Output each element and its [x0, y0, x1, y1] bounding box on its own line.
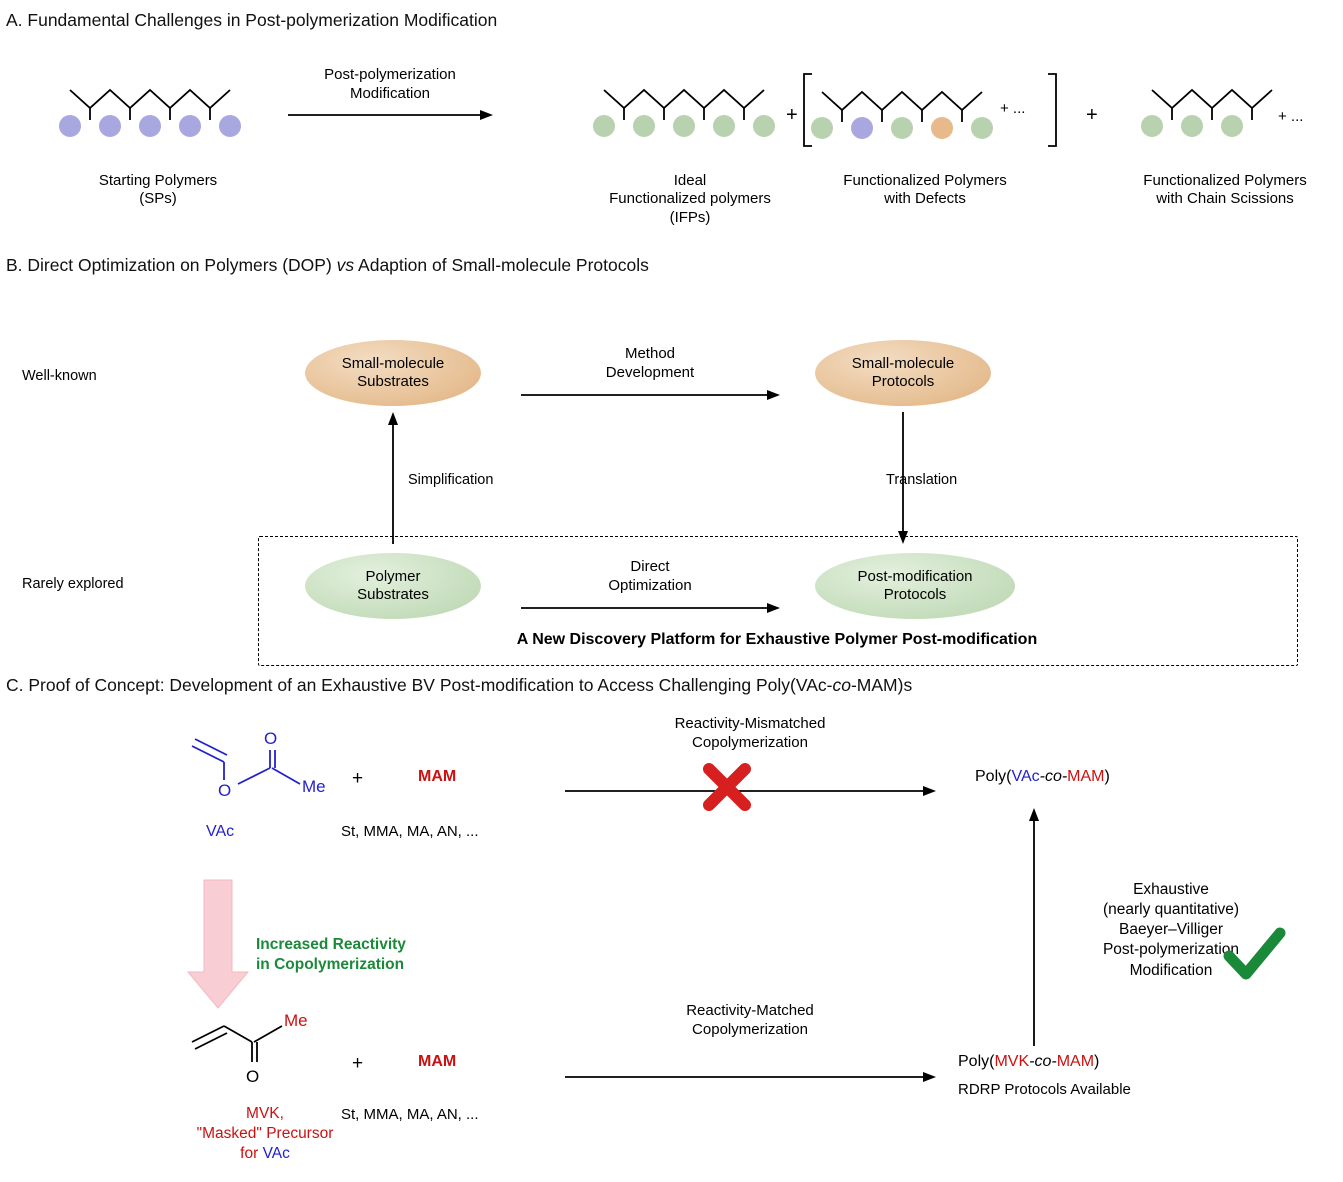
monomers-list-top: St, MMA, MA, AN, ... [341, 823, 479, 840]
arrow-direct-optimization-line1: Direct [630, 558, 670, 575]
product-bottom-pre: Poly( [958, 1053, 995, 1070]
monomers-list-bottom: St, MMA, MA, AN, ... [341, 1106, 479, 1123]
panel-a-item-1-line3: (IFPs) [669, 208, 711, 226]
mam-label-bottom: MAM [418, 1053, 457, 1070]
arrow-mismatched-line1: Reactivity-Mismatched [674, 715, 826, 732]
arrow-direct-optimization-line2: Optimization [608, 576, 692, 594]
node-ps-line2: Substrates [357, 586, 429, 603]
panel-a-ppm-arrow [288, 108, 494, 122]
product-bottom-co: -co- [1029, 1053, 1057, 1070]
panel-a-ppm-arrow-label [288, 66, 492, 104]
vac-label: VAc [206, 823, 235, 840]
panel-c-title-post: -MAM)s [850, 675, 913, 695]
node-small-molecule-protocols-text [815, 355, 991, 391]
panel-b-title [6, 255, 649, 276]
panel-b-row-label-bottom: Rarely explored [22, 576, 124, 592]
panel-b-row-label-top: Well-known [22, 368, 97, 384]
mvk-label-line3-vac: VAc [262, 1144, 290, 1162]
arrow-direct-optimization-label [540, 558, 760, 596]
node-sms-line2: Substrates [357, 373, 429, 390]
node-ps-line1: Polymer [365, 568, 421, 585]
svg-text:O: O [264, 729, 278, 748]
panel-c-title [6, 675, 912, 696]
panel-a-ellipsis-2: + ... [1278, 108, 1304, 125]
panel-a-ppm-arrow-label-line1: Post-polymerization [324, 66, 456, 83]
arrow-increased-reactivity [186, 880, 250, 1010]
product-top-mam: MAM [1067, 768, 1105, 785]
svg-text:O: O [218, 781, 232, 800]
panel-a-starting-polymer-structure [66, 78, 244, 140]
product-bottom-mam: MAM [1056, 1053, 1095, 1070]
mvk-label-line3-pre: for [240, 1144, 263, 1162]
panel-a-ellipsis-1: + ... [1000, 100, 1026, 117]
node-polymer-substrates[interactable] [305, 553, 481, 619]
panel-a-item-2-line2: with Defects [884, 190, 966, 208]
bv-label-line-4: Modification [1129, 961, 1213, 979]
panel-a-item-1-line2: Functionalized polymers [609, 190, 771, 208]
node-post-modification-protocols-text [815, 568, 1015, 604]
product-poly-vac-co-mam [975, 768, 1110, 786]
rdrp-protocols-note: RDRP Protocols Available [958, 1081, 1131, 1098]
arrow-method-development [521, 388, 781, 402]
product-top-pre: Poly( [975, 768, 1012, 785]
node-pmp-line1: Post-modification [857, 568, 973, 585]
arrow-matched-line1: Reactivity-Matched [686, 1002, 814, 1019]
panel-c-title-pre: C. Proof of Concept: Development of an Exhaustive BV Post-modification to Access Challenging Poly(VAc- [6, 675, 833, 695]
panel-a-plus-2: + [1086, 104, 1098, 126]
panel-a-scission-polymer-structure [1148, 78, 1288, 140]
node-small-molecule-substrates-text [305, 355, 481, 391]
mvk-structure [186, 1012, 316, 1092]
arrow-baeyer-villiger [1027, 808, 1041, 1046]
product-top-post: ) [1104, 768, 1110, 785]
bv-label-line-2: Baeyer–Villiger [1119, 921, 1223, 939]
panel-a-item-0-label [60, 172, 256, 209]
panel-c-plus-bottom: + [352, 1053, 364, 1074]
panel-a-item-3-line2: with Chain Scissions [1156, 190, 1294, 208]
panel-a-item-1-label [590, 172, 790, 227]
panel-a-plus-1: + [786, 104, 798, 126]
product-top-co: -co- [1039, 768, 1068, 785]
node-polymer-substrates-text [305, 568, 481, 604]
arrow-increased-reactivity-line2: in Copolymerization [256, 956, 405, 974]
panel-a-item-3-line1: Functionalized Polymers [1143, 172, 1307, 189]
discovery-platform-caption: A New Discovery Platform for Exhaustive Polymer Post-modification [516, 631, 1038, 648]
green-check-icon [1224, 928, 1286, 982]
product-top-vac: VAc [1011, 768, 1040, 785]
arrow-method-development-line1: Method [624, 345, 676, 362]
panel-a-title: A. Fundamental Challenges in Post-polymerization Modification [6, 10, 498, 30]
arrow-matched-copolymerization-label [600, 1002, 900, 1040]
product-bottom-mvk: MVK [994, 1053, 1030, 1070]
panel-a-item-2-label [790, 172, 1060, 209]
arrow-simplification-label: Simplification [408, 472, 494, 488]
svg-text:Me: Me [302, 777, 326, 796]
panel-a-item-0-line2: (SPs) [139, 190, 177, 208]
svg-text:Me: Me [284, 1011, 308, 1030]
vac-structure [186, 728, 336, 810]
panel-c-title-co: co [832, 675, 851, 695]
product-poly-mvk-co-mam [958, 1053, 1099, 1071]
red-cross-icon [700, 760, 754, 814]
node-sms-line1: Small-molecule [341, 355, 445, 372]
arrow-direct-optimization [521, 601, 781, 615]
mvk-label-line2: "Masked" Precursor [196, 1124, 334, 1142]
arrow-mismatched-copolymerization-label [600, 715, 900, 753]
mam-label-top: MAM [418, 768, 457, 785]
bv-label-line-0: Exhaustive [1133, 881, 1209, 898]
mvk-label-line1: MVK, [246, 1105, 284, 1122]
panel-c-plus-top: + [352, 768, 364, 789]
panel-b-title-part1: B. Direct Optimization on Polymers (DOP) [6, 255, 337, 275]
arrow-increased-reactivity-line1: Increased Reactivity [256, 936, 406, 953]
panel-a-item-1-line1: Ideal [673, 172, 707, 189]
panel-a-defect-polymer-structure [800, 70, 1100, 150]
arrow-translation-label: Translation [886, 472, 958, 488]
node-smp-line1: Small-molecule [851, 355, 955, 372]
panel-a-ideal-polymer-structure [600, 78, 778, 140]
panel-a-item-3-label [1110, 172, 1340, 209]
arrow-matched-copolymerization [565, 1070, 937, 1084]
panel-a-ppm-arrow-label-line2: Modification [349, 84, 431, 102]
product-bottom-post: ) [1094, 1053, 1100, 1070]
bv-label-line-1: (nearly quantitative) [1102, 901, 1240, 919]
node-small-molecule-substrates[interactable] [305, 340, 481, 406]
panel-a-item-2-line1: Functionalized Polymers [843, 172, 1007, 189]
svg-text:O: O [246, 1067, 260, 1086]
arrow-matched-line2: Copolymerization [692, 1020, 808, 1038]
arrow-method-development-line2: Development [605, 363, 695, 381]
arrow-simplification [386, 412, 400, 544]
arrow-increased-reactivity-label [256, 935, 476, 975]
node-small-molecule-protocols[interactable] [815, 340, 991, 406]
arrow-method-development-label [540, 345, 760, 383]
panel-b-title-vs: vs [336, 255, 355, 275]
node-pmp-line2: Protocols [883, 586, 947, 603]
arrow-mismatched-line2: Copolymerization [692, 733, 808, 751]
node-smp-line2: Protocols [871, 373, 935, 390]
panel-a-item-0-line1: Starting Polymers [98, 172, 218, 189]
mvk-label-line3 [150, 1144, 380, 1164]
bv-label-line-3: Post-polymerization [1102, 941, 1240, 959]
node-post-modification-protocols[interactable] [815, 553, 1015, 619]
panel-b-title-part2: Adaption of Small-molecule Protocols [354, 255, 649, 275]
